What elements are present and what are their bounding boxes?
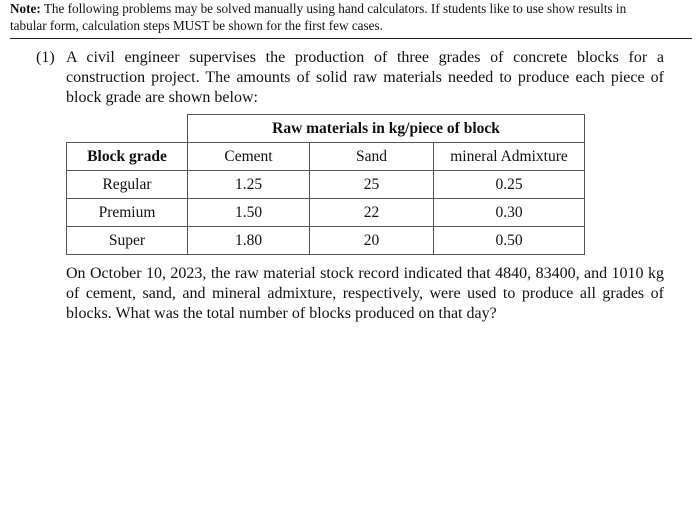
note-paragraph	[10, 0, 650, 34]
cell-cement: 1.80	[188, 227, 310, 255]
group-header-cell: Raw materials in kg/piece of block	[188, 115, 585, 143]
table-corner-cell	[67, 115, 188, 143]
cell-admixture: 0.25	[434, 171, 585, 199]
cell-grade: Premium	[67, 199, 188, 227]
table-row	[67, 171, 585, 199]
cell-sand: 22	[310, 199, 434, 227]
cell-admixture: 0.30	[434, 199, 585, 227]
header-sand: Sand	[310, 143, 434, 171]
divider-line	[10, 38, 692, 39]
cell-grade: Regular	[67, 171, 188, 199]
note-label: Note:	[10, 1, 41, 16]
header-cement: Cement	[188, 143, 310, 171]
problem-number: (1)	[36, 49, 55, 66]
table-header-row	[67, 143, 585, 171]
raw-materials-table	[66, 114, 585, 255]
note-text: The following problems may be solved manually using hand calculators. If students like to use show results in tabular form, calculation steps MUST be shown for the first few cases.	[10, 1, 627, 33]
table-group-header-row	[67, 115, 585, 143]
header-admixture: mineral Admixture	[434, 143, 585, 171]
cell-cement: 1.50	[188, 199, 310, 227]
table-row	[67, 199, 585, 227]
cell-cement: 1.25	[188, 171, 310, 199]
cell-sand: 20	[310, 227, 434, 255]
cell-sand: 25	[310, 171, 434, 199]
problem-question: On October 10, 2023, the raw material stock record indicated that 4840, 83400, and 1010 kg of cement, sand, and mineral admixture, respectively, were used to produce all grades of blocks. What was the total number of blocks produced on that day?	[66, 265, 664, 322]
table-row	[67, 227, 585, 255]
cell-grade: Super	[67, 227, 188, 255]
header-block-grade: Block grade	[67, 143, 188, 171]
cell-admixture: 0.50	[434, 227, 585, 255]
problem-intro: A civil engineer supervises the production of three grades of concrete blocks for a construction project. The amounts of solid raw materials needed to produce each piece of block grade are shown below:	[66, 49, 664, 106]
